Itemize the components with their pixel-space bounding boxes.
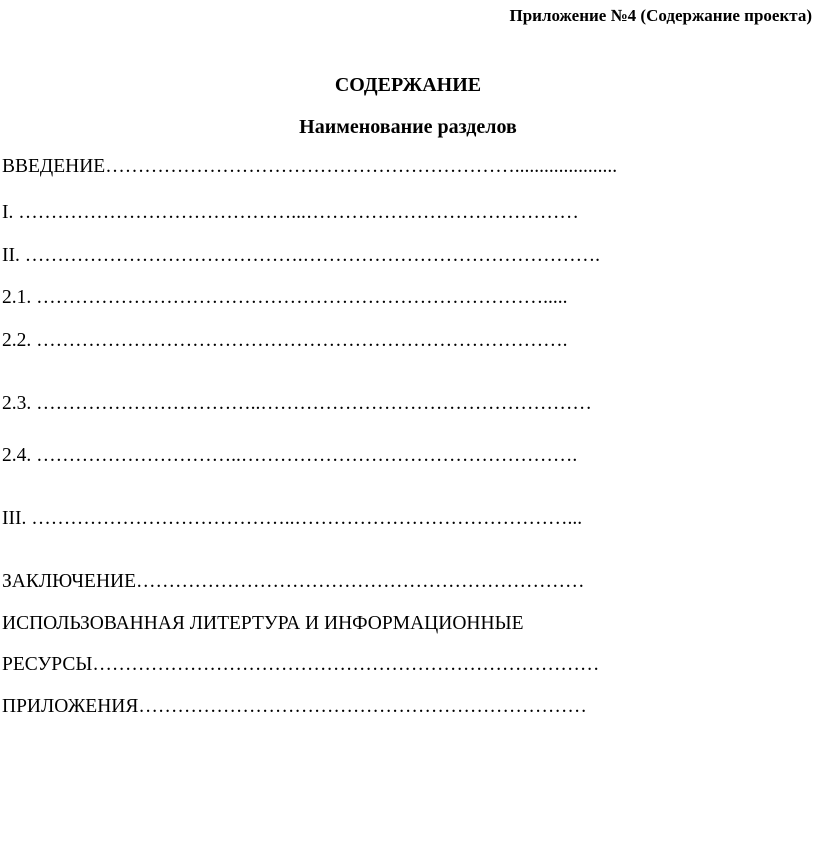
toc-entry-introduction: ВВЕДЕНИЕ………………………………………………………..................... — [2, 156, 618, 177]
toc-entry-conclusion: ЗАКЛЮЧЕНИЕ…………………………………………………………… — [2, 571, 585, 592]
toc-entry-section-2-2: 2.2. ………………………………………………………………………. — [2, 330, 568, 351]
toc-entry-appendices: ПРИЛОЖЕНИЯ…………………………………………………………… — [2, 696, 587, 717]
toc-entry-chapter-3: III. …………………………………..……………………………………... — [2, 508, 583, 529]
document-title: СОДЕРЖАНИЕ — [334, 74, 482, 96]
toc-entry-references: ИСПОЛЬЗОВАННАЯ ЛИТЕРТУРА И ИНФОРМАЦИОННЫЕ — [2, 613, 524, 634]
toc-entry-chapter-1: I. ……………………………………...…………………………………… — [2, 202, 579, 223]
toc-entry-references-continued: РЕСУРСЫ…………………………………………………………………… — [2, 654, 600, 675]
document-subtitle: Наименование разделов — [299, 116, 517, 138]
toc-entry-section-2-4: 2.4. …………………………..……………………………………………. — [2, 445, 578, 466]
toc-entry-chapter-2: II. …………………………………….………………………………………. — [2, 245, 600, 266]
appendix-label: Приложение №4 (Содержание проекта) — [509, 6, 812, 25]
toc-entry-section-2-1: 2.1. ……………………………………………………………………..... — [2, 287, 568, 308]
toc-entry-section-2-3: 2.3. ……………………………..…………………………………………… — [2, 393, 592, 414]
